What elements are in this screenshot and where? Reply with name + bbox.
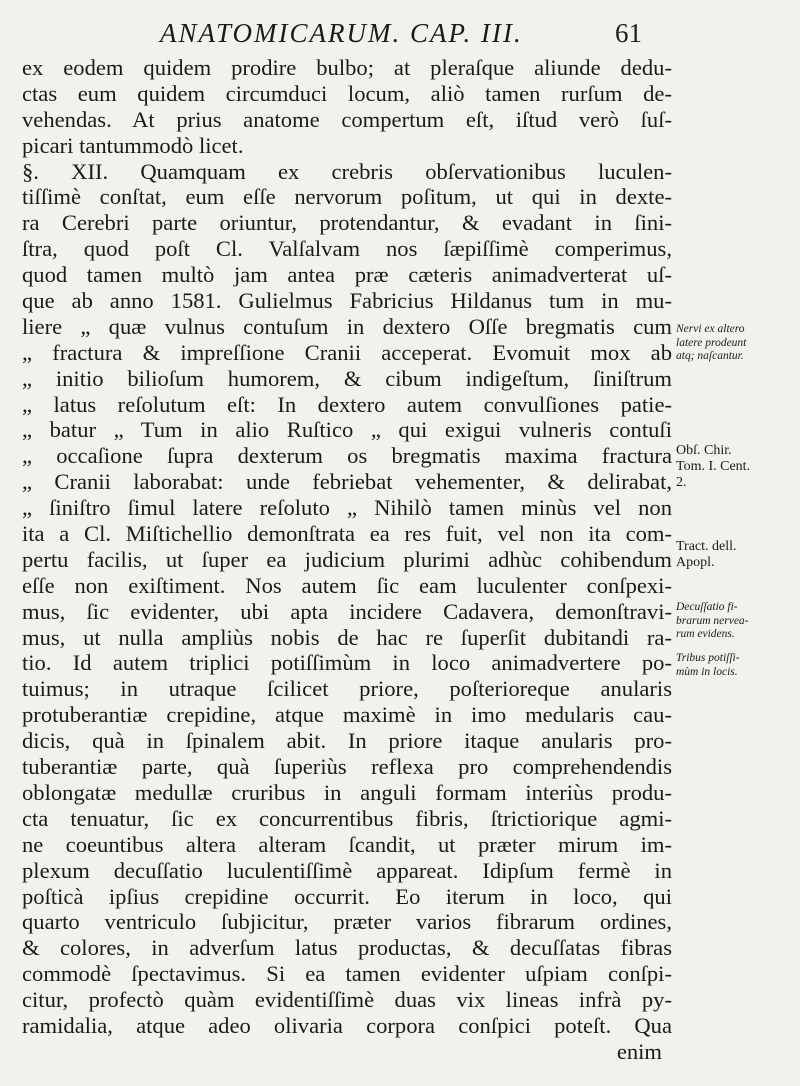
text-line: „ Cranii laborabat: unde febriebat vehementer, & delirabat, bbox=[22, 469, 672, 495]
text-line: ex eodem quidem prodire bulbo; at pleraſque aliunde dedu- bbox=[22, 55, 672, 80]
margin-note-line: Tract. dell. bbox=[676, 539, 737, 554]
text-line: „ fractura & impreſſione Cranii acceperat. Evomuit mox ab bbox=[22, 339, 672, 365]
margin-note-line: Tom. I. Cent. bbox=[676, 459, 751, 474]
text-line: tiſſimè conſtat, eum eſſe nervorum poſitum, ut qui in dexte- bbox=[22, 184, 672, 210]
margin-note-line: Apopl. bbox=[676, 555, 715, 570]
text-line: protuberantiæ crepidine, atque maximè in imo medularis cau- bbox=[22, 702, 672, 728]
page-number: 61 bbox=[615, 18, 642, 48]
text-line: commodè ſpectavimus. Si ea tamen evidenter uſpiam conſpi- bbox=[22, 961, 672, 987]
margin-note-obs-chir bbox=[676, 443, 796, 491]
text-line: quarto ventriculo ſubjicitur, præter varios fibrarum ordines, bbox=[22, 909, 672, 935]
text-line: „ occaſione ſupra dexterum os bregmatis maxima fractura bbox=[22, 443, 672, 469]
margin-note-line: Tribus potiſſi- bbox=[676, 652, 740, 664]
text-line: „ ſiniſtro ſimul latere reſoluto „ Nihilò tamen minùs vel non bbox=[22, 495, 672, 521]
text-line: oblongatæ medullæ cruribus in anguli formam interiùs produ- bbox=[22, 779, 672, 805]
margin-note-nervi bbox=[676, 323, 796, 364]
text-line: ramidalia, atque adeo olivaria corpora conſpici poteſt. Qua bbox=[22, 1012, 672, 1038]
text-line: mus, ſic evidenter, ubi apta incidere Cadavera, demonſtravi- bbox=[22, 598, 672, 624]
text-line: eſſe non exiſtiment. Nos autem ſic eam luculenter conſpexi- bbox=[22, 572, 672, 598]
text-line: ne coeuntibus altera alteram ſcandit, ut præter mirum im- bbox=[22, 831, 672, 857]
text-line: §. XII. Quamquam ex crebris obſervationibus luculen- bbox=[22, 158, 672, 184]
text-line: poſticà ipſius crepidine occurrit. Eo iterum in loco, qui bbox=[22, 883, 672, 909]
text-line: tuimus; in utraque ſcilicet priore, poſterioreque anularis bbox=[22, 676, 672, 702]
text-line: „ batur „ Tum in alio Ruſtico „ qui exigui vulneris contuſi bbox=[22, 417, 672, 443]
text-line: citur, profectò quàm evidentiſſimè duas vix lineas infrà py- bbox=[22, 987, 672, 1013]
margin-note-line: Decuſſatio fi- bbox=[676, 601, 738, 613]
margin-note-line: mùm in locis. bbox=[676, 665, 738, 678]
margin-note-line: 2. bbox=[676, 475, 687, 490]
page-header bbox=[160, 18, 660, 52]
text-line: que ab anno 1581. Gulielmus Fabricius Hildanus tum in mu- bbox=[22, 288, 672, 314]
text-line: cta tenuatur, ſic ex concurrentibus fibris, ſtrictiorique agmi- bbox=[22, 805, 672, 831]
text-line: tio. Id autem triplici potiſſimùm in loco animadvertere po- bbox=[22, 650, 672, 676]
text-line: enim bbox=[616, 1038, 662, 1064]
text-line: ra Cerebri parte oriuntur, protendantur, & evadant in ſini- bbox=[22, 210, 672, 236]
running-title: ANATOMICARUM. CAP. III. bbox=[160, 18, 523, 48]
main-text-block bbox=[22, 55, 672, 1065]
text-line: ita a Cl. Miſtichellio demonſtrata ea res fuit, vel non ita com- bbox=[22, 521, 672, 547]
text-line: vehendas. At prius anatome compertum eſt, iſtud verò ſuſ- bbox=[22, 106, 672, 132]
text-line: pertu facilis, ut ſuper ea judicium plurimi adhùc cohibendum bbox=[22, 546, 672, 572]
margin-note-line: rum evidens. bbox=[676, 628, 735, 640]
margin-note-decussatio bbox=[676, 601, 796, 642]
text-line: liere „ quæ vulnus contuſum in dextero Oſſe bregmatis cum bbox=[22, 313, 672, 339]
text-line: quod tamen multò jam antea præ cæteris animadverterat uſ- bbox=[22, 262, 672, 288]
text-line: ctas eum quidem circumduci locum, aliò tamen rurſum de- bbox=[22, 80, 672, 106]
margin-note-line: Obſ. Chir. bbox=[676, 443, 732, 458]
margin-note-line: brarum nervea- bbox=[676, 614, 749, 627]
margin-note-line: Nervi ex altero bbox=[676, 323, 745, 335]
text-line: ſtra, quod poſt Cl. Valſalvam nos ſæpiſſimè comperimus, bbox=[22, 236, 672, 262]
margin-note-line: atq; naſcantur. bbox=[676, 350, 744, 362]
text-line: „ latus reſolutum eſt: In dextero autem convulſiones patie- bbox=[22, 391, 672, 417]
text-line: tuberantiæ parte, quà ſuperiùs reflexa pro comprehendendis bbox=[22, 754, 672, 780]
text-line: mus, ut nulla ampliùs nobis de hac re ſuperſit dubitandi ra- bbox=[22, 624, 672, 650]
margin-note-line: latere prodeunt bbox=[676, 336, 747, 349]
text-line: & colores, in adverſum latus productas, & decuſſatas fibras bbox=[22, 935, 672, 961]
text-line: „ initio bilioſum humorem, & cibum indigeſtum, ſiniſtrum bbox=[22, 365, 672, 391]
text-line: dicis, quà in ſpinalem abit. In priore itaque anularis pro- bbox=[22, 728, 672, 754]
margin-note-tribus bbox=[676, 652, 796, 679]
text-line: picari tantummodò licet. bbox=[22, 132, 244, 158]
text-line: plexum decuſſatio luculentiſſimè appareat. Idipſum fermè in bbox=[22, 857, 672, 883]
margin-note-tract bbox=[676, 539, 796, 571]
